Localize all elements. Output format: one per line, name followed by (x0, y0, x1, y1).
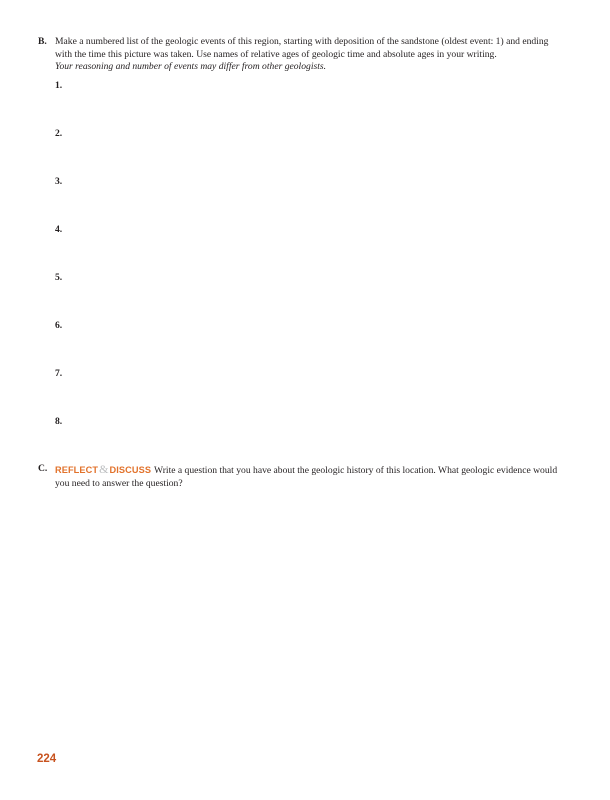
badge-ampersand: & (99, 462, 109, 476)
section-c-prompt: Write a question that you have about the geologic history of this location. What geologic evidence would you need to answer the question? (55, 465, 558, 489)
list-item: 2. (55, 128, 63, 139)
events-list (55, 80, 62, 464)
list-item: 1. (55, 80, 63, 91)
badge-reflect: REFLECT (55, 465, 99, 475)
section-c-label: C. (38, 463, 48, 474)
section-b-instruction: Make a numbered list of the geologic events of this region, starting with deposition of the sandstone (oldest event: 1) and ending with the time this picture was taken. Use names of relative ages of geologic time and absolute ages in your writing. (55, 36, 549, 60)
section-b-label: B. (38, 36, 47, 47)
list-item: 6. (55, 320, 63, 331)
list-item: 8. (55, 416, 63, 427)
list-item: 3. (55, 176, 63, 187)
section-c-body (55, 463, 558, 490)
section-b-body (55, 36, 558, 74)
page-number: 224 (37, 753, 57, 765)
reflect-discuss-badge (55, 462, 152, 476)
list-item: 4. (55, 224, 63, 235)
list-item: 5. (55, 272, 63, 283)
section-b-note: Your reasoning and number of events may differ from other geologists. (55, 61, 327, 72)
badge-discuss: DISCUSS (109, 465, 152, 475)
section-b (38, 36, 558, 74)
section-c (38, 463, 558, 490)
list-item: 7. (55, 368, 63, 379)
